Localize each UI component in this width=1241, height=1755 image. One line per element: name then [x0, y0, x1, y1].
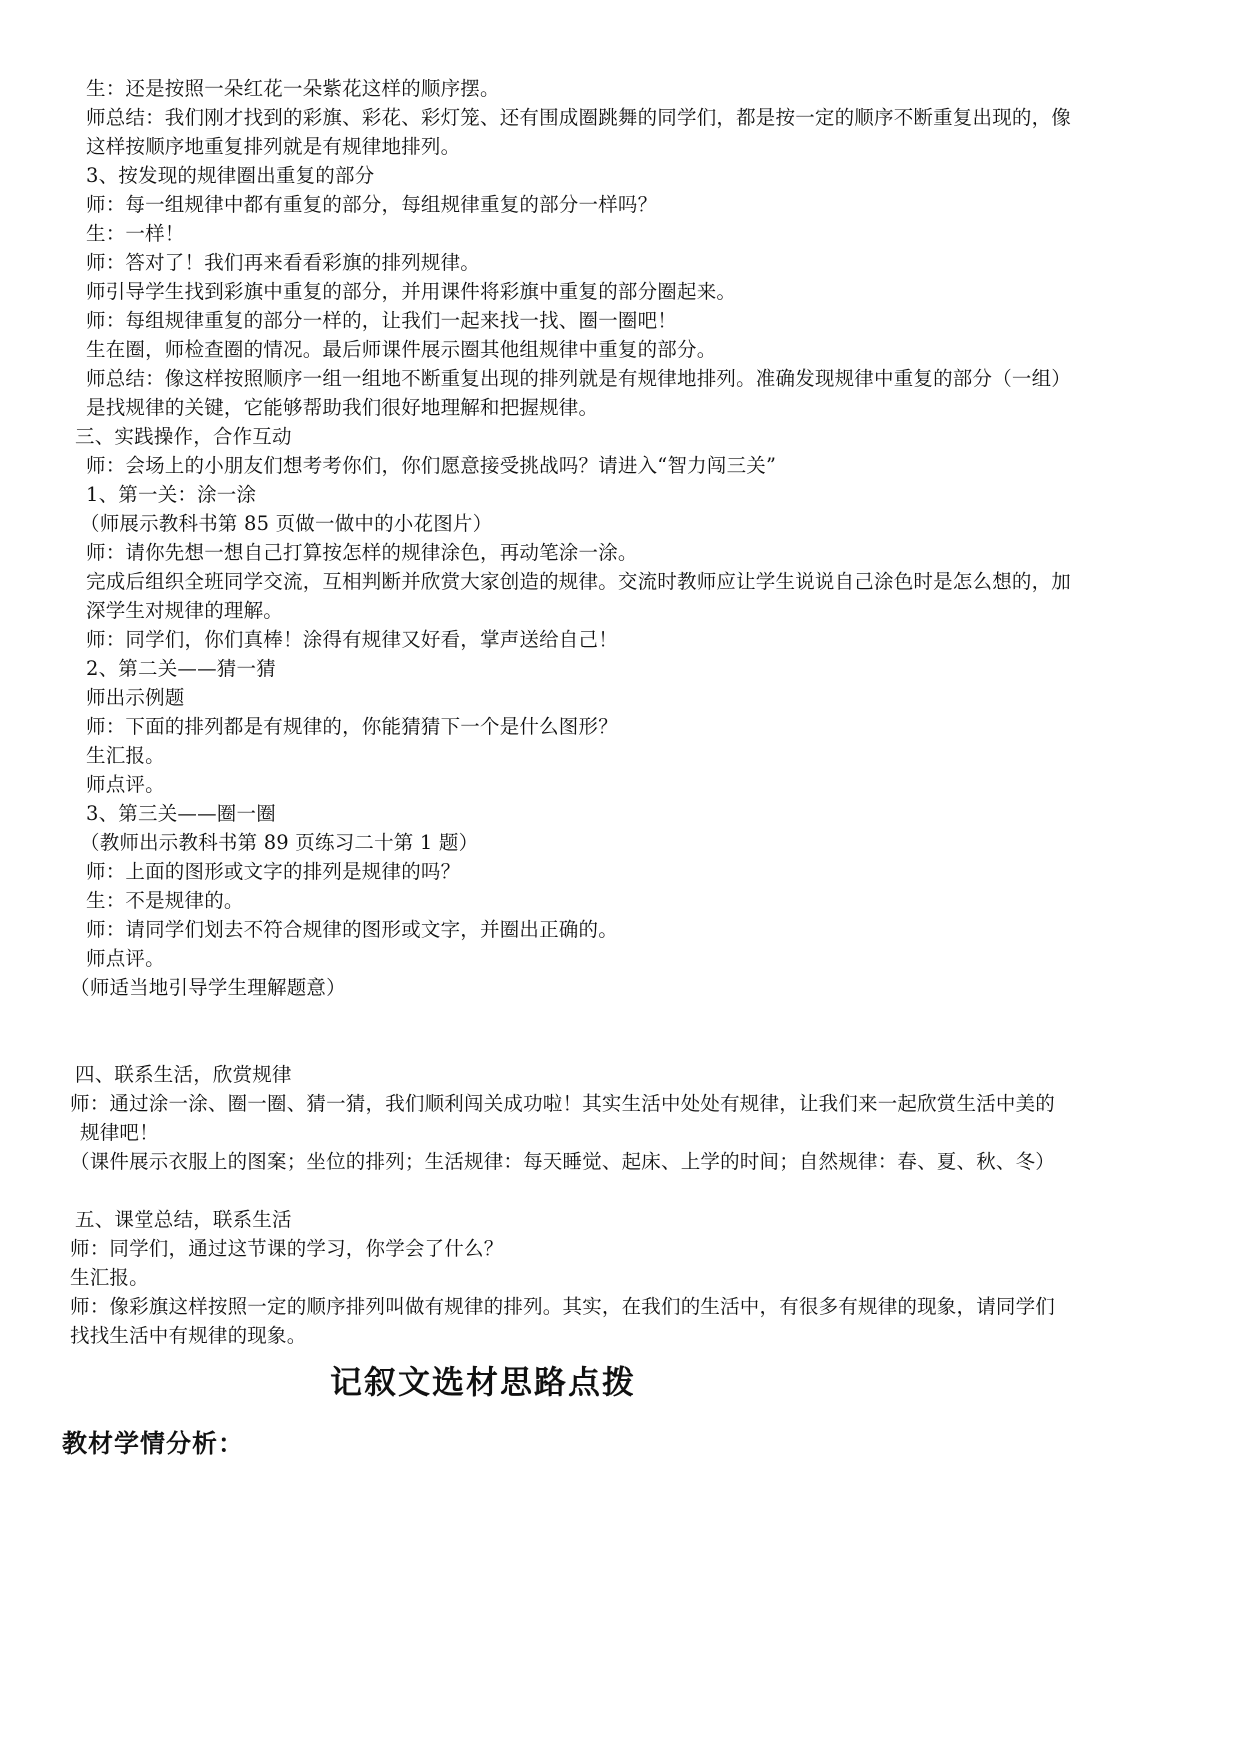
- text-line: （教师出示教科书第 89 页练习二十第 1 题）: [80, 831, 479, 854]
- text-line: 师：像彩旗这样按照一定的顺序排列叫做有规律的排列。其实，在我们的生活中，有很多有规律的现象，请同学们: [70, 1295, 1056, 1318]
- text-line: 规律吧！: [80, 1121, 159, 1144]
- text-line: 生：一样！: [86, 222, 185, 245]
- text-line: 师：请你先想一想自己打算按怎样的规律涂色，再动笔涂一涂。: [86, 541, 638, 564]
- text-line: 找找生活中有规律的现象。: [70, 1324, 307, 1347]
- text-line: 师：同学们，你们真棒！涂得有规律又好看，掌声送给自己！: [86, 628, 618, 651]
- text-line: 师：通过涂一涂、圈一圈、猜一猜，我们顺利闯关成功啦！其实生活中处处有规律，让我们来一起欣赏生活中美的: [70, 1092, 1056, 1115]
- subheading: 教材学情分析：: [62, 1429, 245, 1458]
- section-title: 记叙文选材思路点拨: [330, 1363, 637, 1401]
- text-line: 完成后组织全班同学交流，互相判断并欣赏大家创造的规律。交流时教师应让学生说说自己涂色时是怎么想的，加: [86, 570, 1072, 593]
- text-line: 师：答对了！我们再来看看彩旗的排列规律。: [86, 251, 481, 274]
- text-line: 这样按顺序地重复排列就是有规律地排列。: [86, 135, 461, 158]
- list-heading: 3、按发现的规律圈出重复的部分: [86, 164, 375, 187]
- text-line: 师：会场上的小朋友们想考考你们，你们愿意接受挑战吗？请进入“智力闯三关”: [86, 454, 777, 477]
- text-line: 师：每组规律重复的部分一样的，让我们一起来找一找、圈一圈吧！: [86, 309, 678, 332]
- text-line: 师：上面的图形或文字的排列是规律的吗？: [86, 860, 461, 883]
- section-heading: 五、课堂总结，联系生活: [75, 1208, 292, 1231]
- text-line: 生：不是规律的。: [86, 889, 244, 912]
- text-line: 生汇报。: [70, 1266, 149, 1289]
- section-heading: 三、实践操作，合作互动: [75, 425, 292, 448]
- text-line: 生：还是按照一朵红花一朵紫花这样的顺序摆。: [86, 77, 500, 100]
- list-heading: 1、第一关：涂一涂: [86, 483, 257, 506]
- text-line: 生在圈，师检查圈的情况。最后师课件展示圈其他组规律中重复的部分。: [86, 338, 717, 361]
- text-line: （师展示教科书第 85 页做一做中的小花图片）: [80, 512, 493, 535]
- text-line: 师总结：我们刚才找到的彩旗、彩花、彩灯笼、还有围成圈跳舞的同学们，都是按一定的顺序不断重复出现的，像: [86, 106, 1072, 129]
- text-line: 师：同学们，通过这节课的学习，你学会了什么？: [70, 1237, 504, 1260]
- text-line: 生汇报。: [86, 744, 165, 767]
- text-line: 深学生对规律的理解。: [86, 599, 284, 622]
- text-line: 是找规律的关键，它能够帮助我们很好地理解和把握规律。: [86, 396, 599, 419]
- text-line: 师点评。: [86, 773, 165, 796]
- list-heading: 3、第三关——圈一圈: [86, 802, 276, 825]
- text-line: （师适当地引导学生理解题意）: [70, 976, 346, 999]
- text-line: （课件展示衣服上的图案；坐位的排列；生活规律：每天睡觉、起床、上学的时间；自然规律：春、夏、秋、冬）: [70, 1150, 1056, 1173]
- text-line: 师：下面的排列都是有规律的，你能猜猜下一个是什么图形？: [86, 715, 618, 738]
- text-line: 师点评。: [86, 947, 165, 970]
- text-line: 师引导学生找到彩旗中重复的部分，并用课件将彩旗中重复的部分圈起来。: [86, 280, 737, 303]
- text-line: 师总结：像这样按照顺序一组一组地不断重复出现的排列就是有规律地排列。准确发现规律中重复的部分（一组）: [86, 367, 1072, 390]
- list-heading: 2、第二关——猜一猜: [86, 657, 276, 680]
- text-line: 师：请同学们划去不符合规律的图形或文字，并圈出正确的。: [86, 918, 618, 941]
- text-line: 师出示例题: [86, 686, 185, 709]
- text-line: 师：每一组规律中都有重复的部分，每组规律重复的部分一样吗？: [86, 193, 658, 216]
- section-heading: 四、联系生活，欣赏规律: [75, 1063, 292, 1086]
